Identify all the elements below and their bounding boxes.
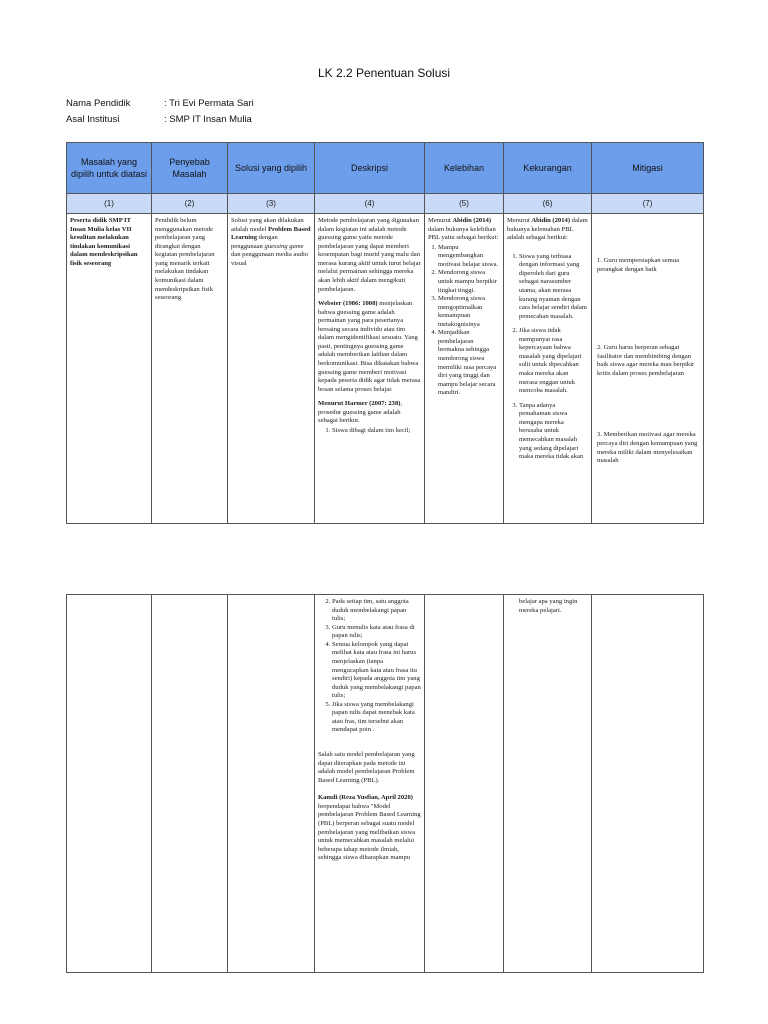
solution-table-page-2 — [66, 594, 704, 973]
cell-masalah — [67, 214, 152, 524]
procedure-step: 2. Pada setiap tim, satu anggota duduk membelakangi papan tulis; — [332, 598, 421, 624]
column-number: (3) — [228, 194, 315, 214]
kelebihan-intro — [428, 217, 500, 243]
column-number: (7) — [592, 194, 704, 214]
solusi-model: Problem Based Learning — [231, 225, 311, 242]
procedure-step: 1. Siswa dibagi dalam tim kecil; — [332, 427, 421, 436]
meta-key: Asal Institusi — [66, 114, 120, 125]
meta-value: : Tri Evi Permata Sari — [164, 98, 254, 109]
header-mitigasi: Mitigasi — [592, 143, 704, 194]
cell-solusi — [228, 214, 315, 524]
kekurangan-continued: belajar apa yang ingin mereka pelajari. — [519, 598, 578, 614]
kelebihan-list — [428, 244, 500, 398]
kekurangan-text: dalam bukunya kelemahan PBL adalah sebagai berikut: — [507, 217, 588, 242]
deskripsi-paragraph — [318, 400, 421, 426]
citation: Abidin (2014) — [452, 217, 492, 224]
deskripsi-paragraph: Salah satu model pembelajaran yang dapat diterapkan pada metode ini adalah model pembelajaran Problem Based Learning (PBL). — [318, 751, 415, 784]
cell-kelebihan — [425, 214, 504, 524]
deskripsi-text: berpendapat bahwa "Model pembelajaran Problem Based Learning (PBL) berperan sebagai suatu model pembelajaran yang melibatkan siswa untuk memecahkan masalah melalui beberapa tahap metode ilmiah, sehingga siswa diharapkan mampu — [318, 802, 421, 862]
mitigasi-item: 3. Memberikan motivasi agar mereka percaya diri dengan kemampuan yang mereka miliki dalam menyelesaikan masalah — [597, 431, 698, 465]
solusi-text: Solusi yang akan dilakukan adalah model — [231, 217, 304, 233]
meta-key: Nama Pendidik — [66, 98, 131, 109]
kekurangan-list — [507, 253, 588, 462]
deskripsi-text: , prosedur guessing game adalah sebagai berikut. — [318, 400, 403, 425]
kelebihan-text: dalam bukunya kelebihan PBL yaitu sebagai berikut: — [428, 225, 499, 242]
solusi-text: dengan penggunaan — [231, 234, 278, 250]
deskripsi-paragraph — [318, 300, 421, 394]
procedure-list — [318, 427, 421, 436]
cell-kekurangan-cont — [504, 595, 592, 973]
kelebihan-item: 2. Mendorong siswa untuk mampu berpikir tingkat tinggi. — [438, 269, 500, 295]
solusi-game: guessing game — [264, 242, 304, 250]
document-title: LK 2.2 Penentuan Solusi — [317, 66, 451, 80]
deskripsi-text: menjelaskan bahwa guessing game adalah permainan yang para pesertanya bersaing secara individu atau tim dalam mengidentifikasi sesuatu. Yang pasti, pentingnya guessing game adalah memberikan latihan dalam berkomunikasi. Bisa dikatakan bahwa guessing game memberi motivasi kepada peserta didik agar tidak merasa bosan selama proses belajar. — [318, 300, 421, 393]
masalah-text: Peserta didik SMP IT Insan Mulia kelas VII kesulitan melakukan tindakan komunikasi dalam mendeskripsikan fisik seseorang — [70, 217, 138, 267]
cell-penyebab — [152, 214, 228, 524]
procedure-step: 4. Semua kelompok yang dapat melihat kata atau frasa ini harus menjelaskan (tanpa mengucapkan kata atau frasa itu sendiri) kepada anggota tim yang duduk yang membelakangi papan tulis; — [332, 641, 421, 701]
deskripsi-paragraph — [318, 794, 421, 863]
penyebab-text: Pendidik belum menggunakan metode pembelajaran yang dirangkai dengan kegiatan pembelajaran yang menarik terkait melakukan tindakan komunikasi dalam mendeskripsikan fisik seseorang — [155, 217, 215, 302]
column-number: (2) — [152, 194, 228, 214]
cell-penyebab-cont — [152, 595, 228, 973]
procedure-list — [318, 598, 421, 735]
cell-masalah-cont — [67, 595, 152, 973]
kelebihan-text: Menurut — [428, 217, 453, 224]
solusi-text: dan penggunaan media audio visual — [231, 251, 309, 267]
kelebihan-item: 1. Mampu mengembangkan motivasi belajar siswa. — [438, 244, 500, 270]
citation: Webster (1986: 1008) — [318, 300, 378, 308]
cell-mitigasi — [592, 214, 704, 524]
meta-value: : SMP IT Insan Mulia — [164, 114, 252, 125]
kekurangan-text: Menurut — [507, 217, 532, 224]
column-number: (6) — [504, 194, 592, 214]
procedure-step: 5. Jika siswa yang membelakangi papan tulis dapat menebak kata atau fras, tim tersebut akan mendapat poin . — [332, 701, 421, 735]
citation: Menurut Harmer (2007: 238) — [318, 400, 401, 408]
header-deskripsi: Deskripsi — [315, 143, 425, 194]
column-number: (4) — [315, 194, 425, 214]
procedure-step: 3. Guru menulis kata atau frasa di papan tulis; — [332, 624, 421, 641]
header-masalah: Masalah yang dipilih untuk diatasi — [67, 143, 152, 194]
citation: Abidin (2014) — [531, 217, 571, 224]
column-number: (5) — [425, 194, 504, 214]
kekurangan-intro — [507, 217, 588, 243]
column-number: (1) — [67, 194, 152, 214]
mitigasi-item: 1. Guru mempersiapkan semua perangkat dengan baik — [597, 257, 680, 273]
citation: Kamdi (Reza Yusfian, April 2020) — [318, 794, 413, 802]
cell-kelebihan-cont — [425, 595, 504, 973]
kelebihan-item: 4. Menjadikan pembelajaran bermakna sehingga mendorong siswa memiliki rasa percaya diri yang tinggi dan mampu belajar secara mandiri. — [438, 329, 500, 398]
cell-kekurangan — [504, 214, 592, 524]
kekurangan-item: 3. Tanpa adanya pemahaman siswa mengapa mereka berusaha untuk memecahkan masalah yang sedang dipelajari maka mereka tidak akan — [519, 402, 588, 462]
header-solusi: Solusi yang dipilih — [228, 143, 315, 194]
deskripsi-paragraph: Metode pembelajaran yang digunakan dalam kegiatan ini adalah metode guessing game yaitu metode pembelajaran yang dapat memberi kesempatan bagi murid yang malu dan merasa kurang aktif untuk turut belajar melalui permainan sehingga mereka akan lebih aktif dalam mengikuti pembelajaran. — [318, 217, 421, 293]
cell-mitigasi-cont — [592, 595, 704, 973]
cell-deskripsi-cont — [315, 595, 425, 973]
kekurangan-item: 2. Jika siswa tidak mempunyai rasa kepercayaan bahwa masalah yang dipelajari sulit untuk dipecahkan maka mereka akan merasa enggan untuk mencoba masalah. — [519, 327, 588, 396]
header-penyebab: Penyebab Masalah — [152, 143, 228, 194]
kelebihan-item: 3. Mendorong siswa mengoptimalkan kemampuan metakognisinya — [438, 295, 500, 329]
mitigasi-item: 2. Guru harus berperan sebagai fasilitator dan membimbing dengan baik siswa agar mereka mau berpikir kritis dalam proses pembelajaran — [597, 344, 695, 377]
cell-deskripsi — [315, 214, 425, 524]
kekurangan-item: 1. Siswa yang terbiasa dengan informasi yang diperoleh dari guru sebagai narasumber utama, akan merasa kurang nyaman dengan cara belajar sendiri dalam pemecahan masalah. — [519, 253, 588, 322]
header-kelebihan: Kelebihan — [425, 143, 504, 194]
solution-table-page-1 — [66, 142, 704, 524]
cell-solusi-cont — [228, 595, 315, 973]
header-kekurangan: Kekurangan — [504, 143, 592, 194]
